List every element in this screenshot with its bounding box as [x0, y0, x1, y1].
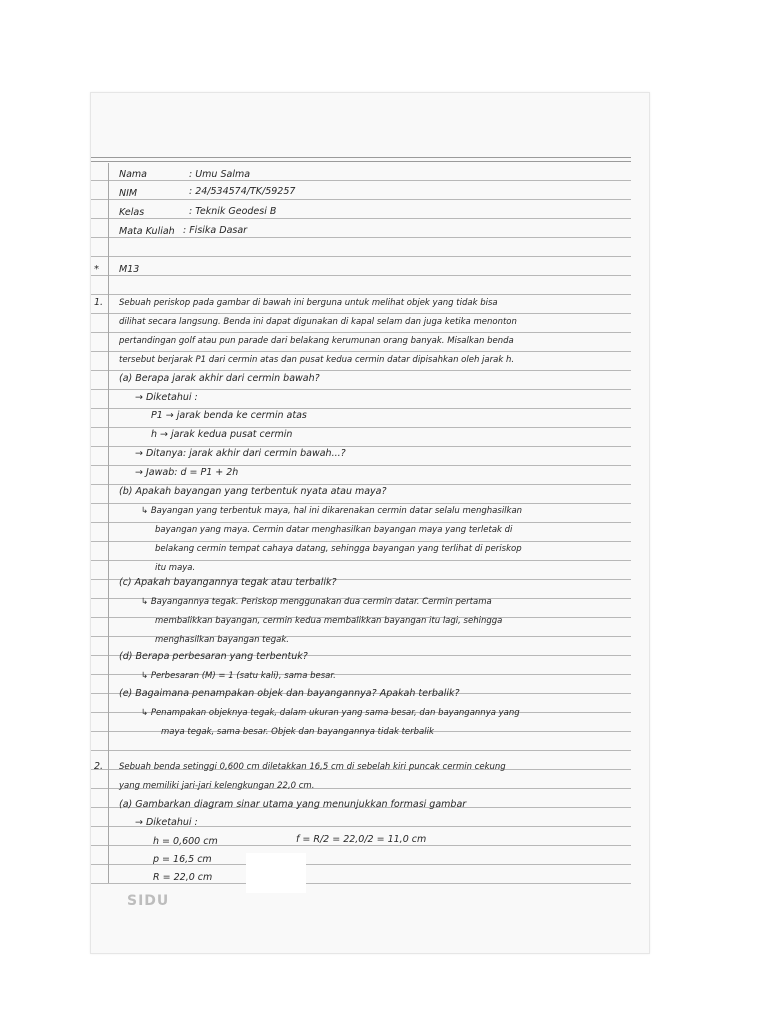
ruled-line	[91, 484, 631, 485]
ruled-line	[91, 522, 631, 523]
ruled-line	[91, 256, 631, 257]
q2a-formula: f = R/2 = 22,0/2 = 11,0 cm	[296, 834, 427, 845]
q1-line: dilihat secara langsung. Benda ini dapat digunakan di kapal selam dan juga ketika menonton	[119, 317, 517, 327]
q1a-question: (a) Berapa jarak akhir dari cermin bawah?	[119, 373, 320, 384]
ruled-line	[91, 180, 631, 181]
q1b-question: (b) Apakah bayangan yang terbentuk nyata atau maya?	[119, 486, 387, 497]
q2a-question: (a) Gambarkan diagram sinar utama yang menunjukkan formasi gambar	[119, 799, 467, 810]
q1b-line: ↳ Bayangan yang terbentuk maya, hal ini dikarenakan cermin datar selalu menghasilkan	[141, 506, 523, 516]
q1c-question: (c) Apakah bayangannya tegak atau terbalik?	[119, 577, 337, 588]
ruled-line	[91, 446, 631, 447]
nama-label: Nama	[119, 169, 148, 180]
q1a-jawab: → Jawab: d = P1 + 2h	[135, 467, 239, 478]
q1c-line: ↳ Bayangannya tegak. Periskop menggunakan dua cermin datar. Cermin pertama	[141, 597, 492, 607]
q2a-diketahui: → Diketahui :	[135, 817, 198, 828]
ruled-line	[91, 157, 631, 158]
blank-patch	[246, 853, 306, 893]
q1c-line: membalikkan bayangan, cermin kedua membalikkan bayangan itu lagi, sehingga	[155, 616, 503, 626]
q1e-line: maya tegak, sama besar. Objek dan bayangannya tidak terbalik	[161, 727, 434, 737]
q1d-answer: ↳ Perbesaran (M) = 1 (satu kali), sama besar.	[141, 671, 336, 681]
q1d-question: (d) Berapa perbesaran yang terbentuk?	[119, 651, 308, 662]
ruled-line	[91, 161, 631, 162]
q1b-line: belakang cermin tempat cahaya datang, sehingga bayangan yang terlihat di periskop	[155, 544, 522, 554]
ruled-line	[91, 560, 631, 561]
ruled-line	[91, 541, 631, 542]
matkul-label: Mata Kuliah	[119, 226, 175, 237]
q2-line: yang memiliki jari-jari kelengkungan 22,0 cm.	[119, 781, 315, 791]
kelas-label: Kelas	[119, 207, 145, 218]
q1e-question: (e) Bagaimana penampakan objek dan bayangannya? Apakah terbalik?	[119, 688, 460, 699]
ruled-line	[91, 750, 631, 751]
q1e-line: ↳ Penampakan objeknya tegak, dalam ukuran yang sama besar, dan bayangannya yang	[141, 708, 520, 718]
q2-line: Sebuah benda setinggi 0,600 cm diletakkan 16,5 cm di sebelah kiri puncak cermin cekung	[119, 762, 506, 772]
q2a-h: h = 0,600 cm	[153, 836, 218, 847]
q1-line: Sebuah periskop pada gambar di bawah ini berguna untuk melihat objek yang tidak bisa	[119, 298, 498, 308]
ruled-line	[91, 427, 631, 428]
q1a-h: h → jarak kedua pusat cermin	[151, 429, 293, 440]
ruled-line	[91, 199, 631, 200]
q2a-r: R = 22,0 cm	[153, 872, 213, 883]
ruled-line	[91, 218, 631, 219]
q1b-line: itu maya.	[155, 563, 196, 573]
notebook-page	[90, 92, 650, 954]
nama-value: : Umu Salma	[189, 169, 251, 180]
ruled-line	[91, 408, 631, 409]
q1-number: 1.	[94, 297, 104, 308]
ruled-line	[91, 465, 631, 466]
topic-mark: *	[94, 264, 99, 275]
q1a-ditanya: → Ditanya: jarak akhir dari cermin bawah...?	[135, 448, 346, 459]
nim-label: NIM	[119, 188, 138, 199]
matkul-value: : Fisika Dasar	[183, 225, 248, 236]
margin-line	[108, 163, 109, 883]
sidu-brand-logo: SIDU	[127, 893, 170, 909]
ruled-line	[91, 370, 631, 371]
ruled-line	[91, 332, 631, 333]
ruled-line	[91, 313, 631, 314]
ruled-line	[91, 389, 631, 390]
kelas-value: : Teknik Geodesi B	[189, 206, 277, 217]
q2-number: 2.	[94, 761, 104, 772]
q2a-p: p = 16,5 cm	[153, 854, 212, 865]
nim-value: : 24/534574/TK/59257	[189, 186, 296, 197]
ruled-line	[91, 503, 631, 504]
q1-line: tersebut berjarak P1 dari cermin atas dan pusat kedua cermin datar dipisahkan oleh jarak h.	[119, 355, 515, 365]
ruled-line	[91, 294, 631, 295]
q1a-p1: P1 → jarak benda ke cermin atas	[151, 410, 307, 421]
q1a-diketahui: → Diketahui :	[135, 392, 198, 403]
ruled-line	[91, 351, 631, 352]
q1b-line: bayangan yang maya. Cermin datar menghasilkan bayangan maya yang terletak di	[155, 525, 513, 535]
q1-line: pertandingan golf atau pun parade dari belakang kerumunan orang banyak. Misalkan benda	[119, 336, 514, 346]
ruled-line	[91, 275, 631, 276]
topic-title: M13	[119, 264, 140, 275]
q1c-line: menghasilkan bayangan tegak.	[155, 635, 289, 645]
